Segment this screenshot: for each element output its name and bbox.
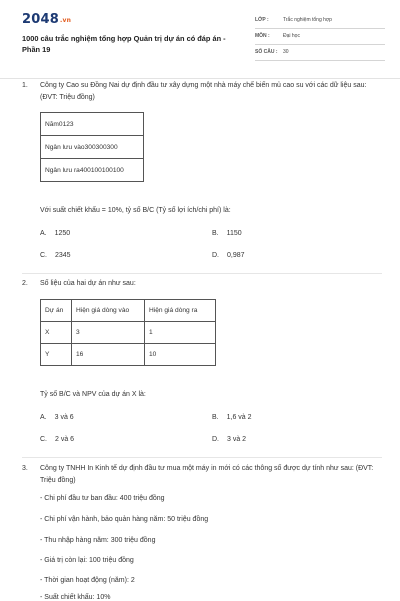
meta-row-subject [255,30,385,45]
question-number: 2. [22,280,28,287]
question-prompt: Với suất chiết khấu = 10%, tỷ số B/C (Tỷ số lợi ích/chi phí) là: [40,207,231,214]
question-text: Công ty TNHH In Kinh tế dự định đầu tư mua một máy in mới có các thông số được dự tính như sau: (ĐVT: Triệu đồng) [40,465,374,484]
site-logo[interactable] [22,12,71,27]
meta-value: Đại học [283,33,300,39]
table-row [41,113,144,136]
table-cell: 1 [145,322,216,344]
document-title: 1000 câu trắc nghiệm tổng hợp Quản trị dự án có đáp án - Phần 19 [22,34,226,54]
table-cell: X [41,322,72,344]
table-cell: 10 [145,344,216,366]
answer-option-d[interactable]: D. 0,987 [212,252,245,259]
list-item: - Giá trị còn lại: 100 triệu đồng [40,557,134,564]
table-cell: 16 [72,344,145,366]
list-item: - Chi phí vận hành, bảo quản hàng năm: 50 triệu đồng [40,516,209,523]
table-cell: Hiện giá dòng vào [72,300,145,322]
answer-option-b[interactable]: B. 1150 [212,230,242,237]
question-number: 3. [22,465,28,472]
table-cell: Ngân lưu vào300300300 [41,136,144,159]
answer-option-c[interactable]: C. 2 và 6 [40,436,75,443]
table-row [41,300,216,322]
table-cell: Dự án [41,300,72,322]
list-item: - Suất chiết khấu: 10% [40,594,111,601]
question-prompt: Tỷ số B/C và NPV của dự án X là: [40,391,146,398]
table-cell: Hiện giá dòng ra [145,300,216,322]
question-divider [22,273,382,274]
answer-option-b[interactable]: B. 1,6 và 2 [212,414,252,421]
table-cell: Năm0123 [41,113,144,136]
answer-option-c[interactable]: C. 2345 [40,252,71,259]
table-row [41,344,216,366]
list-item: - Chi phí đầu tư ban đầu: 400 triệu đồng [40,495,165,502]
question-text: Công ty Cao su Đồng Nai dự định đầu tư xây dựng một nhà máy chế biến mủ cao su với các dữ liệu sau: (ĐVT: Triệu đồng) [40,82,367,101]
answer-option-d[interactable]: D. 3 và 2 [212,436,247,443]
logo-suffix: .vn [59,17,72,24]
question-divider [22,457,382,458]
table-row [41,136,144,159]
meta-value: Trắc nghiệm tổng hợp [283,17,332,23]
meta-row-class [255,14,385,29]
meta-value: 30 [283,49,289,55]
table-row [41,159,144,182]
page-header [0,0,400,72]
answer-option-a[interactable]: A. 3 và 6 [40,414,74,421]
table-cell: Ngân lưu ra400100100100 [41,159,144,182]
list-item: - Thu nhập hàng năm: 300 triệu đồng [40,537,156,544]
table-cell: 3 [72,322,145,344]
meta-row-count [255,46,385,61]
list-item: - Thời gian hoạt động (năm): 2 [40,577,135,584]
question-number: 1. [22,82,28,89]
answer-option-a[interactable]: A. 1250 [40,230,71,237]
logo-text: 2048 [22,12,59,27]
meta-label: LỚP : [255,17,269,23]
meta-label: SỐ CÂU : [255,49,278,55]
meta-panel [255,14,385,62]
question-text: Số liệu của hai dự án như sau: [40,280,136,287]
table-row [41,322,216,344]
table-cell: Y [41,344,72,366]
header-separator [0,78,400,79]
meta-label: MÔN : [255,33,270,39]
data-table [40,112,144,182]
data-table [40,299,216,366]
